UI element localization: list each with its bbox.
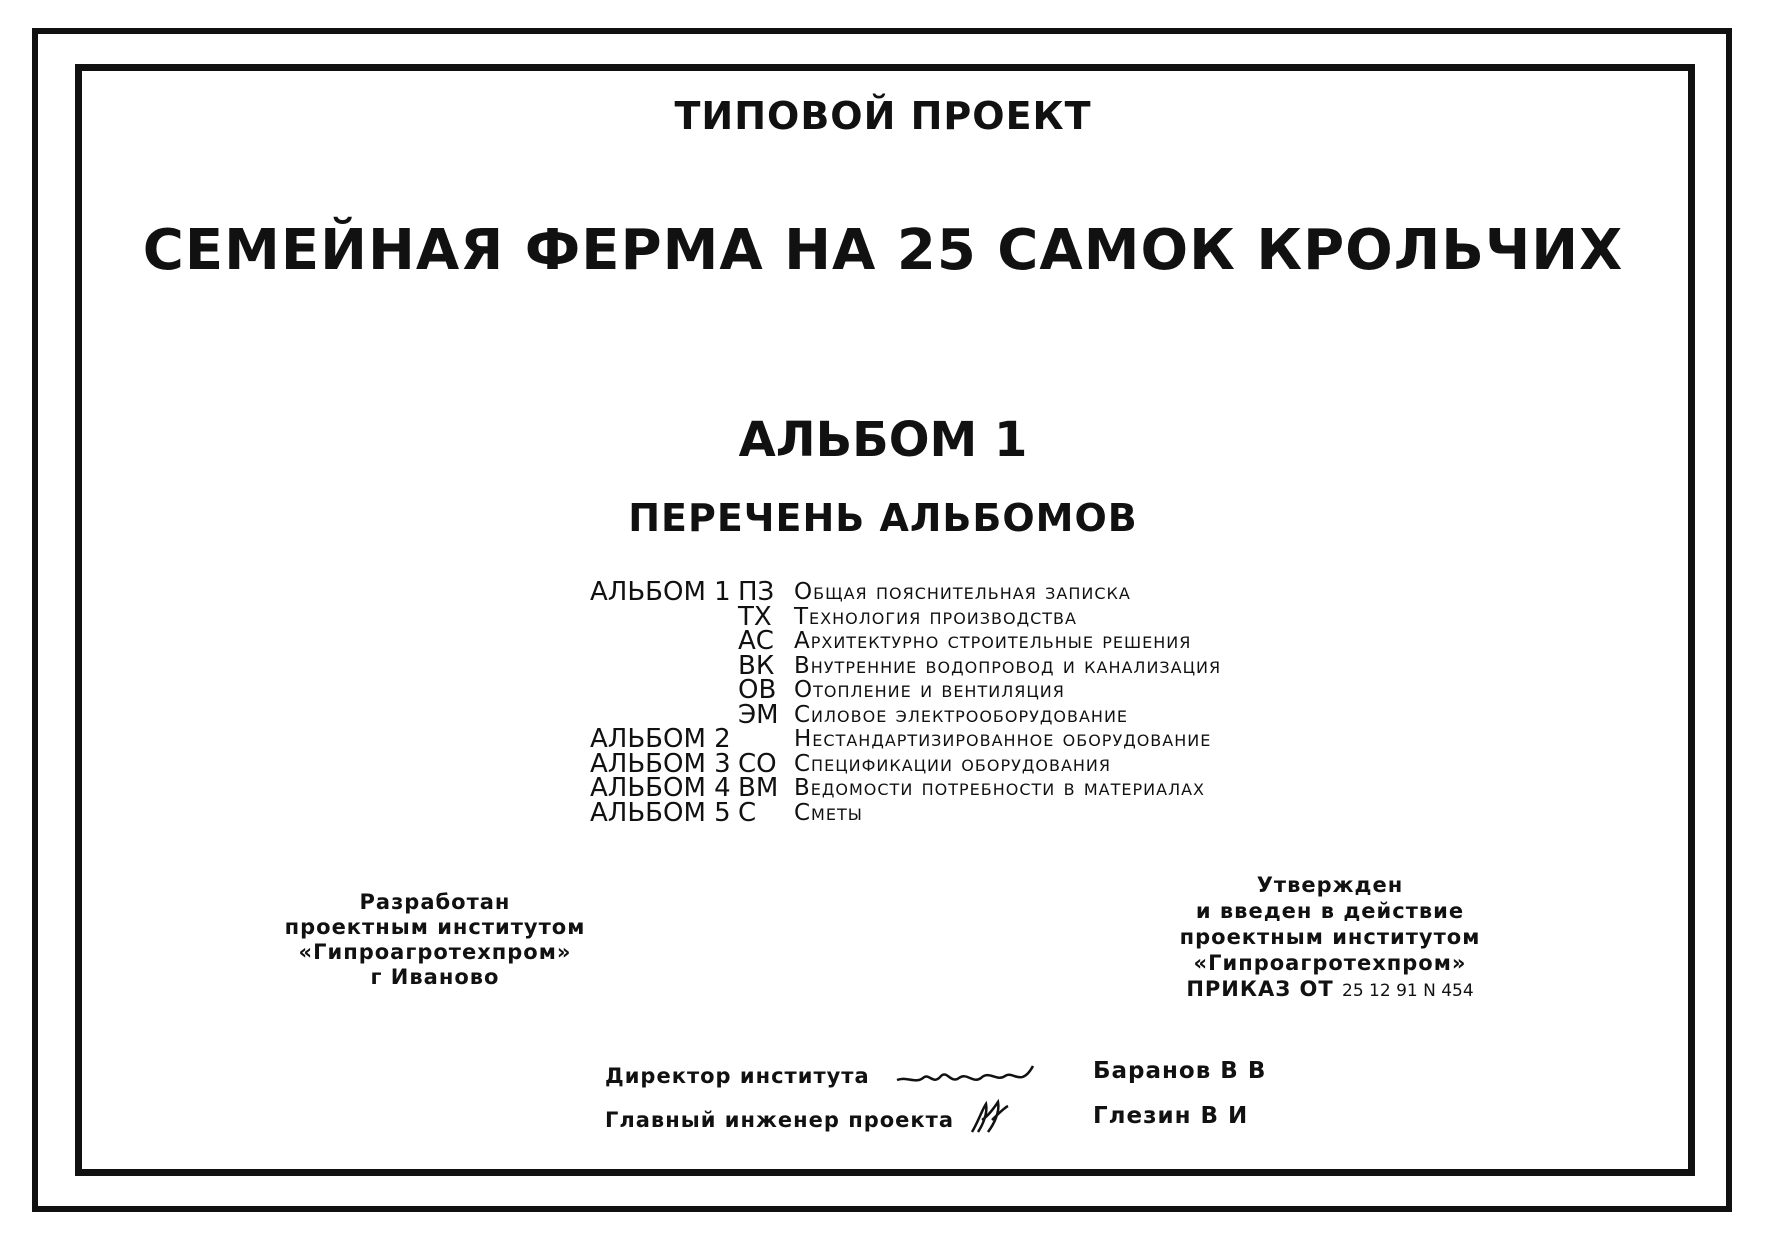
- album-list-title: ПЕРЕЧЕНЬ АЛЬБОМОВ: [628, 496, 1138, 540]
- order-label: ПРИКАЗ ОТ: [1186, 977, 1334, 1001]
- toc-description: Силовое электрооборудование: [794, 701, 1129, 728]
- developed-line: г Иваново: [370, 965, 500, 989]
- toc-code: С: [738, 797, 757, 828]
- developed-line: проектным институтом: [284, 915, 586, 939]
- chief-engineer-role: Главный инженер проекта: [605, 1108, 955, 1132]
- toc-code: ЭМ: [738, 699, 779, 730]
- toc-row: [590, 675, 1221, 705]
- toc-description: Внутренние водопровод и канализация: [794, 652, 1222, 679]
- toc-album: АЛЬБОМ 5: [590, 797, 731, 828]
- toc-row: [590, 577, 1221, 607]
- order-line: [1160, 976, 1500, 1004]
- toc-album: АЛЬБОМ 4: [590, 773, 731, 803]
- director-signature: [893, 1058, 1043, 1098]
- toc-album: [590, 654, 738, 679]
- project-title: СЕМЕЙНАЯ ФЕРМА НА 25 САМОК КРОЛЬЧИХ: [142, 218, 1624, 283]
- toc-row: [590, 650, 1222, 681]
- toc-album: [590, 605, 738, 630]
- toc-description: Отопление и вентиляция: [794, 677, 1065, 703]
- toc-description: Общая пояснительная записка: [794, 579, 1131, 605]
- approved-line: проектным институтом: [1179, 925, 1481, 949]
- toc-description: Ведомости потребности в материалах: [794, 775, 1206, 801]
- toc-album: АЛЬБОМ 2: [590, 724, 731, 754]
- toc-description: Сметы: [794, 799, 863, 826]
- toc-row: [590, 797, 1221, 828]
- toc-album: [590, 678, 738, 703]
- developed-line: «Гипроагротехпром»: [298, 940, 572, 964]
- approved-line: Утвержден: [1256, 873, 1404, 897]
- developed-line: Разработан: [359, 890, 511, 914]
- approved-line: и введен в действие: [1195, 899, 1465, 923]
- toc-album: АЛЬБОМ 3: [590, 748, 731, 779]
- toc-code: ВК: [738, 650, 775, 681]
- director-role: Директор института: [605, 1064, 870, 1088]
- toc-code: ВМ: [738, 773, 779, 803]
- album-title: АЛЬБОМ 1: [738, 412, 1028, 468]
- toc-code: СО: [738, 748, 777, 779]
- toc-row: [590, 724, 1221, 754]
- chief-engineer-name: Глезин В И: [1093, 1103, 1249, 1129]
- toc-code: АС: [738, 626, 774, 656]
- toc-description: Нестандартизированное оборудование: [794, 726, 1212, 752]
- toc-row: [590, 601, 1221, 632]
- toc-description: Спецификации оборудования: [794, 750, 1112, 777]
- toc-code: ОВ: [738, 675, 777, 705]
- toc-description: Технология производства: [794, 603, 1077, 630]
- toc-row: [590, 773, 1221, 803]
- toc-code: ТХ: [738, 601, 772, 632]
- toc-row: [590, 626, 1221, 656]
- project-type: ТИПОВОЙ ПРОЕКТ: [674, 94, 1092, 138]
- toc-album: АЛЬБОМ 1: [590, 577, 731, 607]
- developed-by-block: [275, 890, 595, 990]
- toc-description: Архитектурно строительные решения: [794, 628, 1192, 654]
- toc-album: [590, 629, 738, 654]
- chief-engineer-signature: [968, 1098, 1012, 1138]
- toc-code: ПЗ: [738, 577, 775, 607]
- approved-by-block: [1160, 872, 1500, 1004]
- order-number: 25 12 91 N 454: [1342, 981, 1474, 1001]
- director-name: Баранов В В: [1093, 1058, 1267, 1084]
- approved-line: «Гипроагротехпром»: [1193, 951, 1467, 975]
- album-list: [590, 577, 1222, 828]
- toc-code: [738, 727, 794, 752]
